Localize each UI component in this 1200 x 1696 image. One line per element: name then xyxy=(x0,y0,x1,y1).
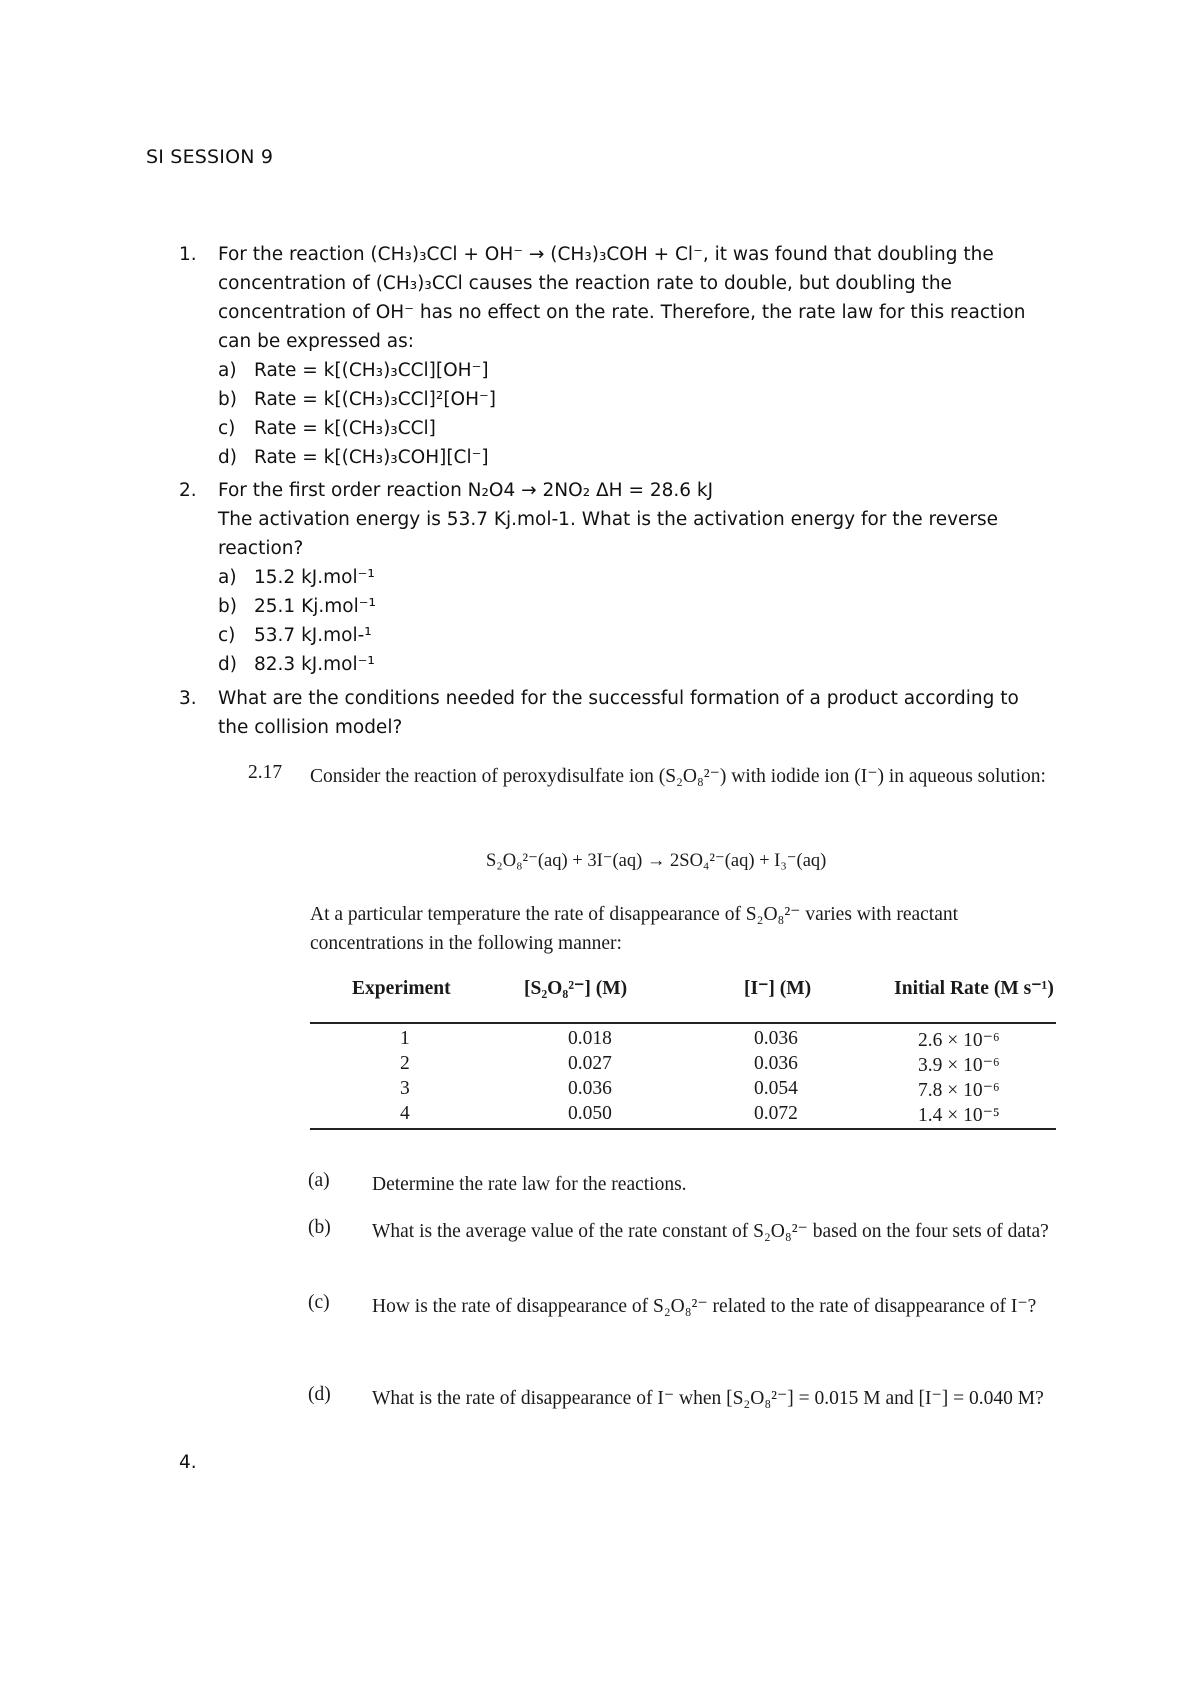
option-letter: c) xyxy=(218,418,236,439)
question-text-line: What are the conditions needed for the successful formation of a product according to xyxy=(218,688,1019,709)
question-text-line: the collision model? xyxy=(218,717,403,738)
answer-option xyxy=(218,356,1078,385)
table-cell: 0.050 xyxy=(568,1103,612,1124)
question-text-line: can be expressed as: xyxy=(218,331,414,352)
answer-option xyxy=(218,385,1078,414)
reaction-equation: S₂O₈²⁻(aq) + 3I⁻(aq) → 2SO₄²⁻(aq) + I₃⁻(aq) xyxy=(486,851,827,871)
question-number: 2. xyxy=(179,480,197,501)
table-cell: 2.6 × 10⁻⁶ xyxy=(918,1030,1000,1051)
question-text-line: The activation energy is 53.7 Kj.mol-1. What is the activation energy for the reverse xyxy=(218,509,999,530)
part-text: Determine the rate law for the reactions. xyxy=(372,1174,687,1195)
answer-option xyxy=(218,592,1078,621)
part-label: (b) xyxy=(308,1217,331,1238)
part-text: What is the average value of the rate constant of S₂O₈²⁻ based on the four sets of data? xyxy=(372,1221,1049,1242)
table-header xyxy=(310,974,1056,1024)
part-label: (c) xyxy=(308,1292,330,1313)
question-text-line: For the first order reaction N₂O4 → 2NO₂ ΔH = 28.6 kJ xyxy=(218,480,714,501)
table-cell: 4 xyxy=(400,1103,410,1124)
table-cell: 0.036 xyxy=(568,1078,612,1099)
option-text: Rate = k[(CH₃)₃CCl][OH⁻] xyxy=(254,360,489,381)
part-text: What is the rate of disappearance of I⁻ when [S₂O₈²⁻] = 0.015 M and [I⁻] = 0.040 M? xyxy=(372,1388,1044,1409)
table-row xyxy=(310,1076,1056,1101)
header-cell: [I⁻] (M) xyxy=(744,978,812,999)
question-number: 4. xyxy=(179,1452,197,1473)
option-letter: b) xyxy=(218,389,237,410)
part-label: (a) xyxy=(308,1170,330,1191)
question-text-line: For the reaction (CH₃)₃CCl + OH⁻ → (CH₃)₃COH + Cl⁻, it was found that doubling the xyxy=(218,244,994,265)
answer-option xyxy=(218,563,1078,592)
table-cell: 3 xyxy=(400,1078,410,1099)
problem-number: 2.17 xyxy=(248,762,283,783)
table-cell: 3.9 × 10⁻⁶ xyxy=(918,1055,1000,1076)
option-letter: d) xyxy=(218,654,237,675)
option-text: Rate = k[(CH₃)₃CCl] xyxy=(254,418,436,439)
table-row xyxy=(310,1026,1056,1051)
header-cell: Initial Rate (M s⁻¹) xyxy=(894,978,1054,999)
rate-data-table xyxy=(310,974,1056,1130)
table-cell: 1.4 × 10⁻⁵ xyxy=(918,1105,1000,1126)
option-letter: b) xyxy=(218,596,237,617)
page-title: SI SESSION 9 xyxy=(146,146,274,168)
table-body xyxy=(310,1024,1056,1130)
table-cell: 0.054 xyxy=(754,1078,798,1099)
part-text: How is the rate of disappearance of S₂O₈²⁻ related to the rate of disappearance of I⁻? xyxy=(372,1296,1037,1317)
option-letter: a) xyxy=(218,567,237,588)
table-cell: 2 xyxy=(400,1053,410,1074)
option-text: Rate = k[(CH₃)₃COH][Cl⁻] xyxy=(254,447,489,468)
header-cell: Experiment xyxy=(352,978,451,999)
question-number: 1. xyxy=(179,244,197,265)
table-cell: 0.036 xyxy=(754,1053,798,1074)
option-letter: a) xyxy=(218,360,237,381)
table-cell: 7.8 × 10⁻⁶ xyxy=(918,1080,1000,1101)
table-row xyxy=(310,1101,1056,1126)
answer-option xyxy=(218,414,1078,443)
table-cell: 0.036 xyxy=(754,1028,798,1049)
question-1 xyxy=(179,240,1078,472)
table-row xyxy=(310,1051,1056,1076)
problem-concentration-text: At a particular temperature the rate of disappearance of S₂O₈²⁻ varies with reactant concentrations in the following manner: xyxy=(310,904,959,954)
question-text-line: reaction? xyxy=(218,538,304,559)
question-2 xyxy=(179,476,1078,679)
table-cell: 0.072 xyxy=(754,1103,798,1124)
table-cell: 0.018 xyxy=(568,1028,612,1049)
table-cell: 1 xyxy=(400,1028,410,1049)
part-label: (d) xyxy=(308,1384,331,1405)
question-text-line: concentration of OH⁻ has no effect on the rate. Therefore, the rate law for this reaction xyxy=(218,302,1026,323)
option-letter: d) xyxy=(218,447,237,468)
option-text: 25.1 Kj.mol⁻¹ xyxy=(254,596,376,617)
answer-option xyxy=(218,443,1078,472)
option-text: Rate = k[(CH₃)₃CCl]²[OH⁻] xyxy=(254,389,496,410)
question-text-line: concentration of (CH₃)₃CCl causes the reaction rate to double, but doubling the xyxy=(218,273,952,294)
option-letter: c) xyxy=(218,625,236,646)
problem-intro: Consider the reaction of peroxydisulfate ion (S₂O₈²⁻) with iodide ion (I⁻) in aqueous solution: xyxy=(310,766,1046,787)
option-text: 82.3 kJ.mol⁻¹ xyxy=(254,654,375,675)
option-text: 15.2 kJ.mol⁻¹ xyxy=(254,567,375,588)
option-text: 53.7 kJ.mol-¹ xyxy=(254,625,372,646)
table-cell: 0.027 xyxy=(568,1053,612,1074)
answer-option xyxy=(218,650,1078,679)
question-3 xyxy=(179,684,1078,742)
question-number: 3. xyxy=(179,688,197,709)
header-cell: [S₂O₈²⁻] (M) xyxy=(524,978,628,999)
answer-option xyxy=(218,621,1078,650)
